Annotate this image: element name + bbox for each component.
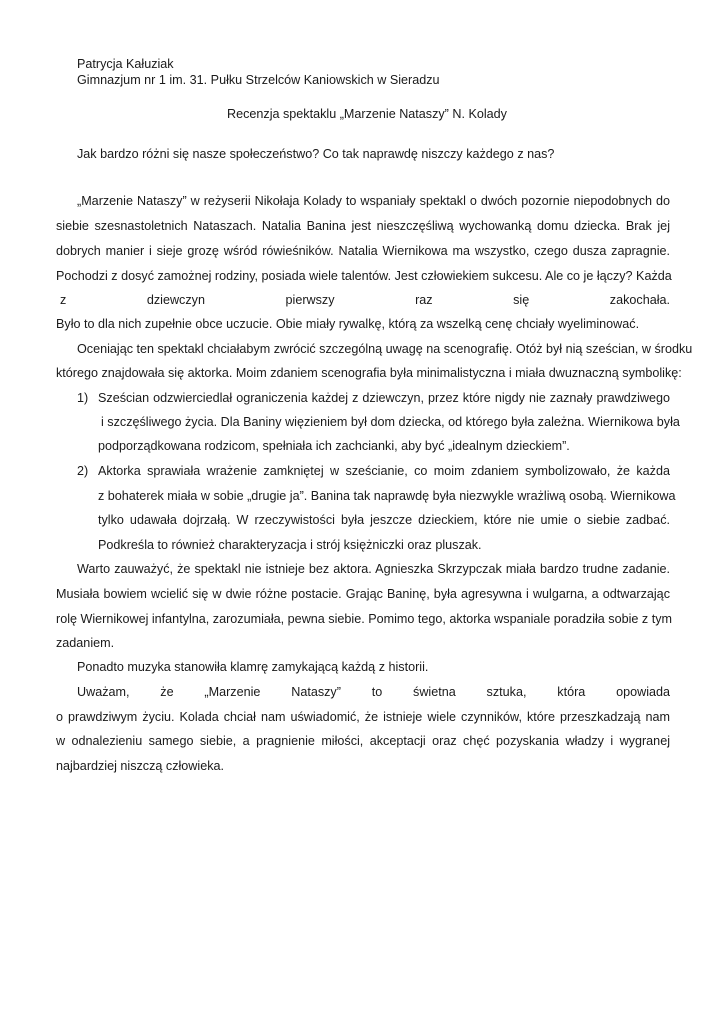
paragraph3-line: Musiała bowiem wcielić się w dwie różne postacie. Grając Baninę, była agresywna i wulgarna, a odtwarzając: [56, 587, 670, 601]
paragraph3-line: rolę Wiernikowej infantylna, zarozumiała, pewna siebie. Pomimo tego, aktorka wspaniale poradziła sobie z tym: [56, 612, 672, 626]
author-name: Patrycja Kałuziak: [77, 57, 174, 71]
paragraph1-line: siebie szesnastoletnich Nataszach. Natalia Banina jest nieszczęśliwą wychowanką domu dziecka. Brak jej: [56, 219, 670, 233]
paragraph5-line: Uważam, że „Marzenie Nataszy” to świetna sztuka, która opowiada: [77, 685, 670, 699]
list-number: 1): [77, 391, 89, 405]
paragraph1-line: „Marzenie Nataszy” w reżyserii Nikołaja Kolady to wspaniały spektakl o dwóch pozornie niepodobnych do: [77, 194, 670, 208]
paragraph1-line: dobrych manier i sieje grozę wśród rówieśników. Natalia Wiernikowa ma wszystko, czego dusza zapragnie.: [56, 244, 670, 258]
document-title: Recenzja spektaklu „Marzenie Nataszy” N. Kolady: [227, 107, 507, 121]
list-item-line: i szczęśliwego życia. Dla Baniny więzieniem był dom dziecka, od którego była zależna. Wiernikowa była: [101, 415, 680, 429]
paragraph1-line: Pochodzi z dosyć zamożnej rodziny, posiada wiele talentów. Jest człowiekiem sukcesu. Ale co je łączy? Każda: [56, 269, 672, 283]
list-item-line: z bohaterek miała w sobie „drugie ja”. Banina tak naprawdę była niezwykle wrażliwą osobą. Wiernikowa: [98, 489, 676, 503]
list-item-line: Podkreśla to również charakteryzacja i strój księżniczki oraz pluszak.: [98, 538, 482, 552]
list-item-line: Sześcian odzwierciedlał ograniczenia każdej z dziewczyn, przez które nigdy nie zaznały prawdziwego: [98, 391, 670, 405]
opening-question: Jak bardzo różni się nasze społeczeństwo? Co tak naprawdę niszczy każdego z nas?: [77, 147, 555, 161]
paragraph5-line: najbardziej niszczą człowieka.: [56, 759, 224, 773]
paragraph2-line: Oceniając ten spektakl chciałabym zwrócić szczególną uwagę na scenografię. Otóż był nią sześcian, w środku: [77, 342, 693, 356]
paragraph5-line: o prawdziwym życiu. Kolada chciał nam uświadomić, że istnieje wiele czynników, które przeszkadzają nam: [56, 710, 670, 724]
list-item-line: Aktorka sprawiała wrażenie zamkniętej w sześcianie, co moim zdaniem symbolizowało, że każda: [98, 464, 670, 478]
paragraph1-line: z dziewczyn pierwszy raz się zakochała.: [60, 293, 670, 307]
paragraph2-line: którego znajdowała się aktorka. Moim zdaniem scenografia była minimalistyczna i miała dwuznaczną symbolikę:: [56, 366, 682, 380]
paragraph1-line: Było to dla nich zupełnie obce uczucie. Obie miały rywalkę, którą za wszelką cenę chciały wyeliminować.: [56, 317, 640, 331]
paragraph4-line: Ponadto muzyka stanowiła klamrę zamykającą każdą z historii.: [77, 660, 429, 674]
paragraph3-line: zadaniem.: [56, 636, 115, 650]
school-name: Gimnazjum nr 1 im. 31. Pułku Strzelców Kaniowskich w Sieradzu: [77, 73, 440, 87]
paragraph3-line: Warto zauważyć, że spektakl nie istnieje bez aktora. Agnieszka Skrzypczak miała bardzo trudne zadanie.: [77, 562, 670, 576]
paragraph5-line: w odnalezieniu samego siebie, a pragnienie miłości, akceptacji oraz chęć pozyskania władzy i wygranej: [56, 734, 670, 748]
list-item-line: tylko udawała dojrzałą. W rzeczywistości była jeszcze dzieckiem, które nie umie o siebie zadbać.: [98, 513, 670, 527]
list-item-line: podporządkowana rodzicom, spełniała ich zachcianki, aby być „idealnym dzieckiem”.: [98, 439, 570, 453]
list-number: 2): [77, 464, 89, 478]
